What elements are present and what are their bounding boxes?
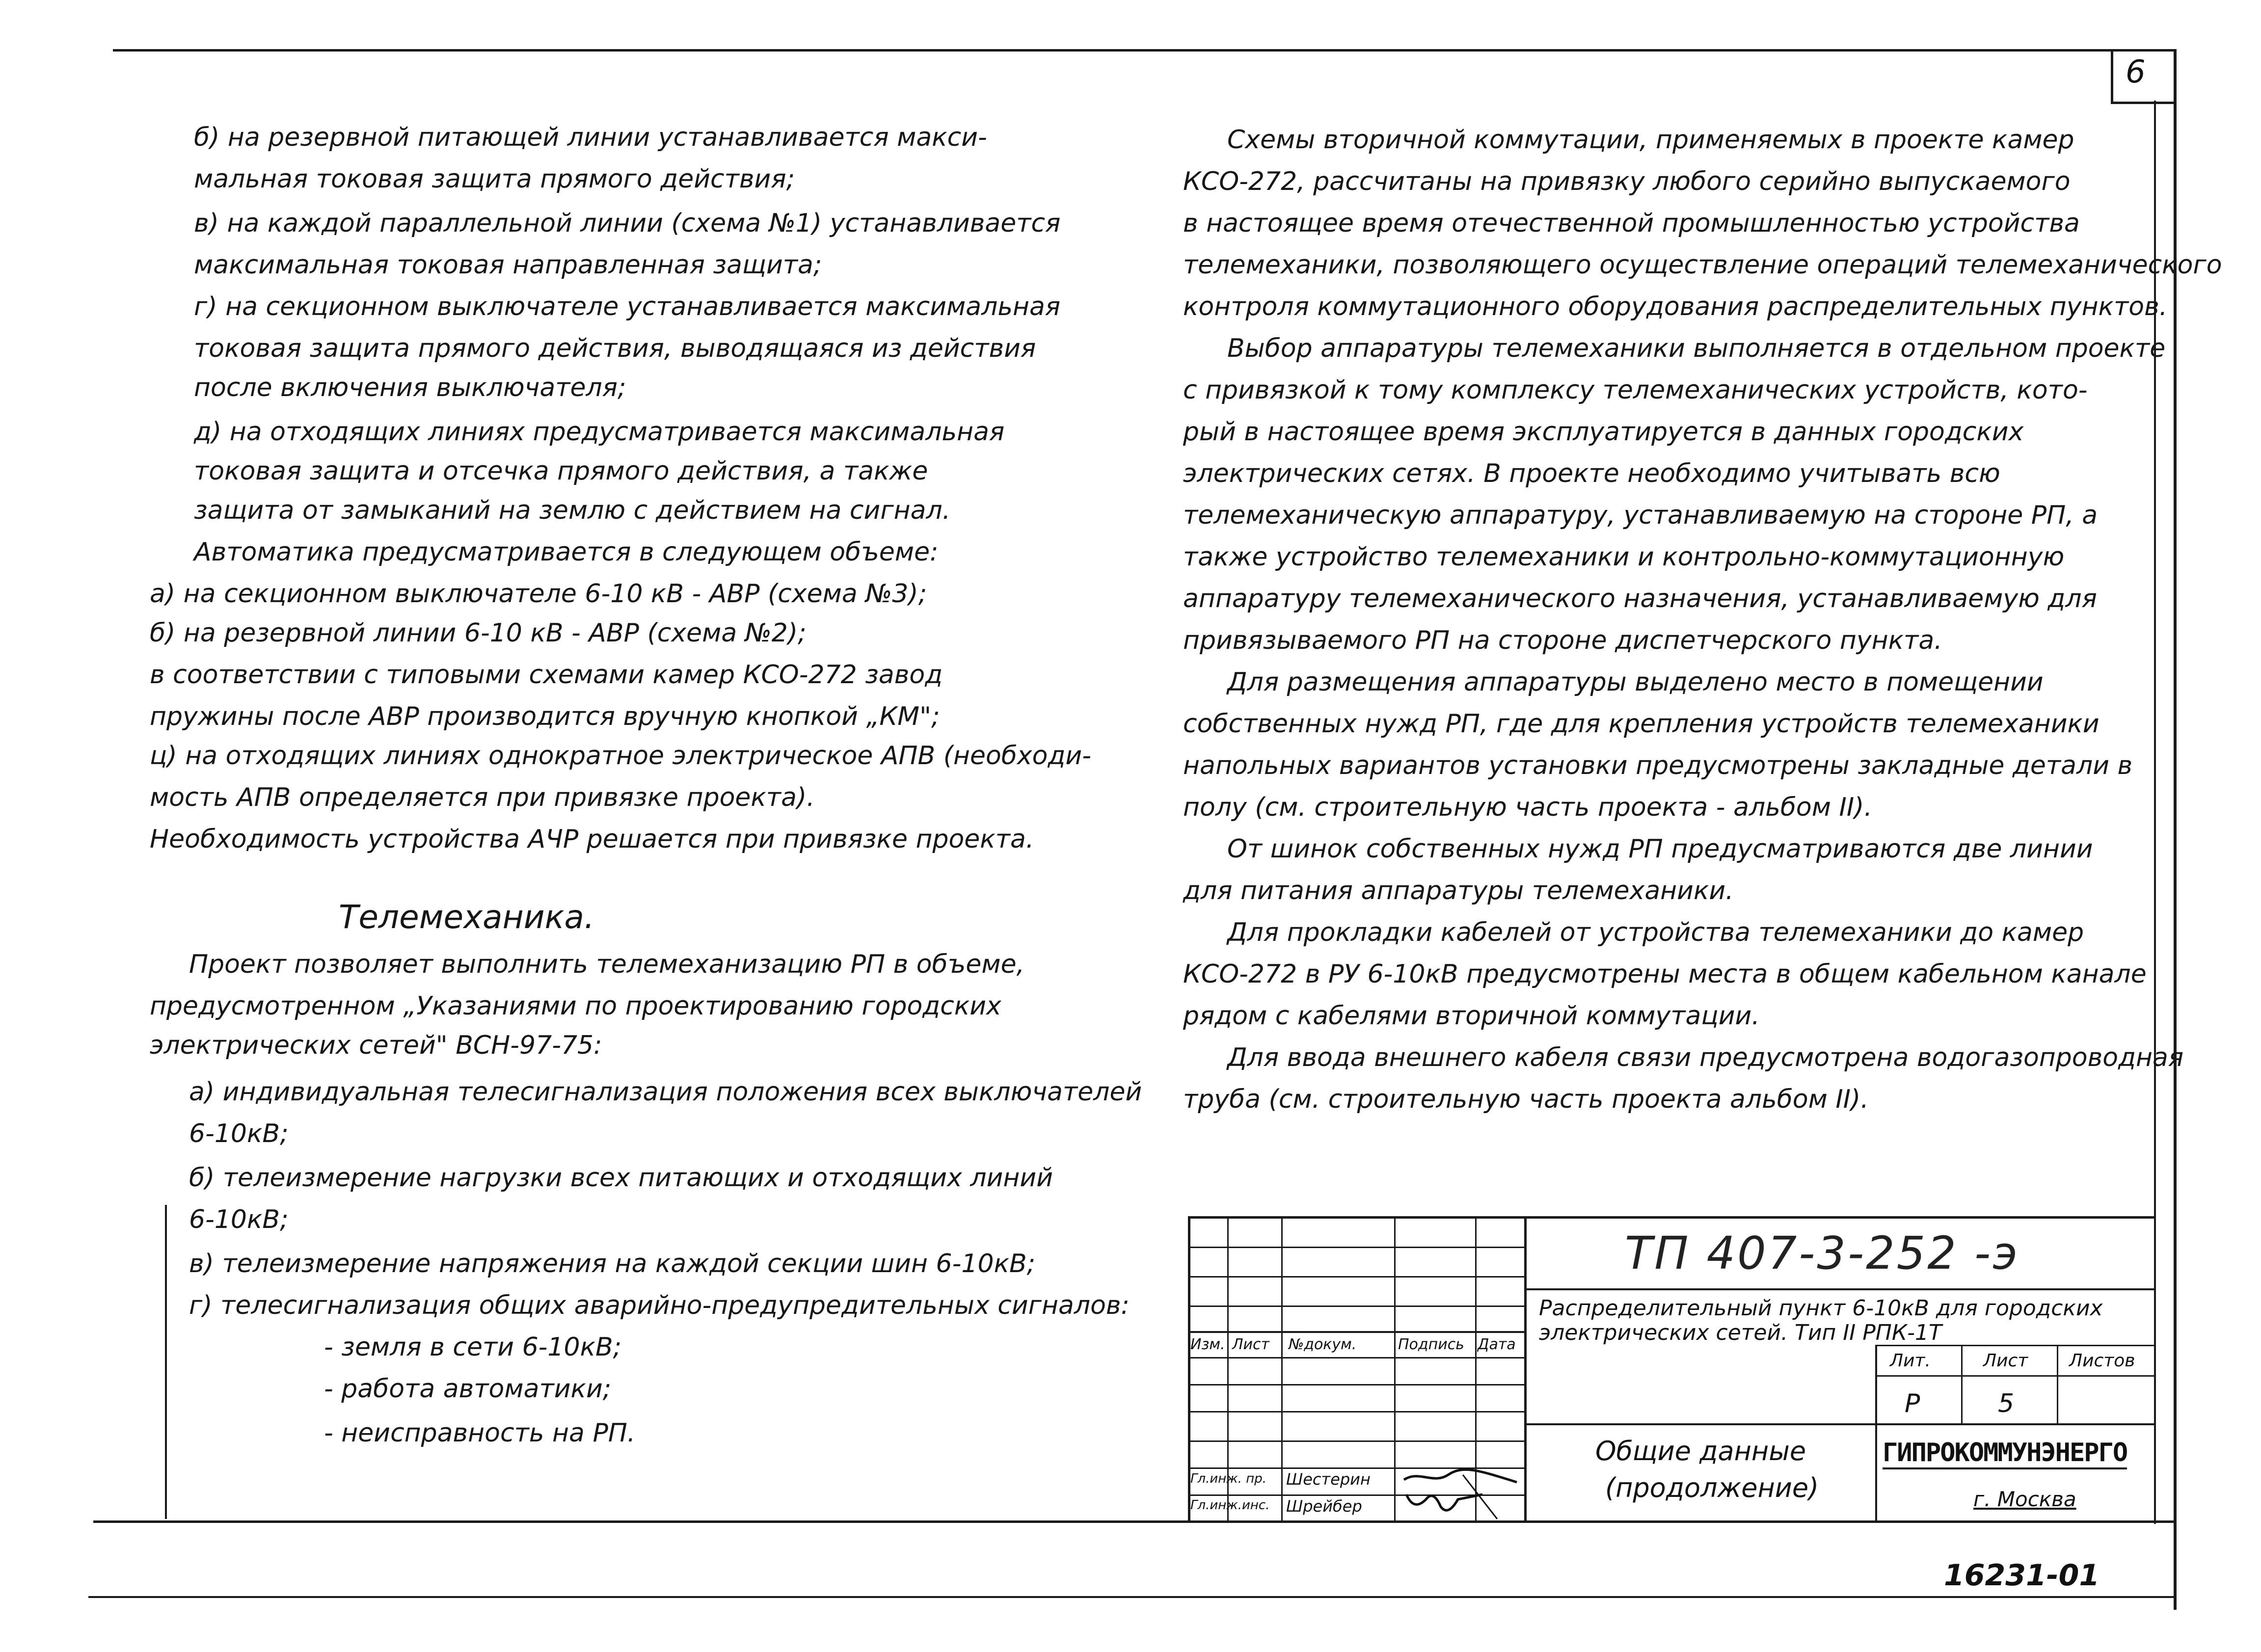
stamp-r-h4 — [1875, 1375, 2156, 1377]
frame-left-short-line — [165, 1205, 167, 1519]
right-line: контроля коммутационного оборудования распределительных пунктов. — [1183, 292, 2168, 321]
right-line: также устройство телемеханики и контрольно-коммутационную — [1183, 542, 2065, 572]
left-line: пружины после АВР производится вручную кнопкой „КМ"; — [150, 702, 940, 731]
right-line: аппаратуру телемеханического назначения, устанавливаемую для — [1183, 584, 2097, 613]
col-header-sheet: Лист — [1232, 1336, 1270, 1353]
stamp-h6 — [1188, 1384, 1526, 1386]
left-line: б) на резервной линии 6-10 кВ - АВР (схема №2); — [150, 618, 807, 648]
sheet-name-line-2: (продолжение) — [1605, 1472, 1819, 1503]
stamp-r-h1 — [1526, 1288, 2156, 1290]
right-line: напольных вариантов установки предусмотрены закладные детали в — [1183, 751, 2133, 780]
tele-line: г) телесигнализация общих аварийно-предупредительных сигналов: — [189, 1291, 1130, 1320]
tele-line: - неисправность на РП. — [324, 1418, 636, 1448]
tele-line: Проект позволяет выполнить телемеханизацию РП в объеме, — [189, 950, 1025, 979]
tele-line: 6-10кВ; — [189, 1205, 289, 1234]
left-line: д) на отходящих линиях предусматривается максимальная — [194, 417, 1005, 447]
left-line: максимальная токовая направленная защита; — [194, 250, 822, 280]
right-line: КСО-272, рассчитаны на привязку любого серийно выпускаемого — [1183, 167, 2071, 196]
tele-line: предусмотренном „Указаниями по проектированию городских — [150, 991, 1001, 1021]
stamp-h2 — [1188, 1276, 1526, 1278]
stamp-h8 — [1188, 1440, 1526, 1442]
right-line: Схемы вторичной коммутации, применяемых в проекте камер — [1227, 125, 2074, 155]
tele-line: 6-10кВ; — [189, 1119, 289, 1148]
stamp-h3 — [1188, 1306, 1526, 1307]
stamp-h5 — [1188, 1357, 1526, 1359]
stamp-top — [1188, 1216, 2156, 1219]
role-chief-engineer-project: Гл.инж. пр. — [1190, 1471, 1266, 1486]
name-signer-1: Шестерин — [1286, 1470, 1371, 1489]
right-line: полу (см. строительную часть проекта - альбом II). — [1183, 793, 1872, 822]
archive-number: 16231-01 — [1944, 1558, 2100, 1593]
left-line: г) на секционном выключателе устанавливается максимальная — [194, 292, 1061, 321]
stamp-r-h3 — [1526, 1423, 2156, 1425]
right-line: с привязкой к тому комплексу телемеханических устройств, кото- — [1183, 375, 2088, 405]
left-line: а) на секционном выключателе 6-10 кВ - АВР (схема №3); — [150, 579, 927, 609]
project-title-line-2: электрических сетей. Тип II РПК-1Т — [1539, 1320, 1942, 1345]
right-line: труба (см. строительную часть проекта альбом II). — [1183, 1085, 1869, 1114]
tele-line: в) телеизмерение напряжения на каждой секции шин 6-10кВ; — [189, 1249, 1036, 1279]
stamp-h4 — [1188, 1331, 1526, 1333]
col-header-signature: Подпись — [1398, 1336, 1464, 1353]
right-line: КСО-272 в РУ 6-10кВ предусмотрены места в общем кабельном канале — [1183, 959, 2147, 989]
right-line: Выбор аппаратуры телемеханики выполняется в отдельном проекте — [1227, 334, 2166, 363]
frame-top-line-2 — [2111, 102, 2175, 104]
tele-line: - работа автоматики; — [324, 1374, 612, 1404]
stamp-h7 — [1188, 1411, 1526, 1412]
left-line: защита от замыканий на землю с действием на сигнал. — [194, 496, 951, 525]
sheet-value: 5 — [1998, 1389, 2015, 1418]
frame-top-line — [113, 49, 2175, 52]
name-signer-2: Шрейбер — [1286, 1497, 1362, 1516]
col-header-doc: №докум. — [1289, 1336, 1357, 1353]
section-heading: Телемеханика. — [339, 898, 594, 936]
frame-sheet-box-left — [2111, 49, 2113, 103]
stamp-v2 — [1281, 1216, 1283, 1520]
organization-city: г. Москва — [1973, 1487, 2076, 1511]
sheet-name-line-1: Общие данные — [1595, 1436, 1806, 1466]
right-line: Для прокладки кабелей от устройства телемеханики до камер — [1227, 918, 2084, 947]
col-header-date: Дата — [1478, 1336, 1516, 1353]
sheet-number: 6 — [2126, 54, 2146, 90]
col-header-change: Изм. — [1190, 1336, 1225, 1353]
stage-value: Р — [1905, 1389, 1920, 1418]
right-line: для питания аппаратуры телемеханики. — [1183, 876, 1734, 906]
right-line: электрических сетях. В проекте необходимо учитывать всю — [1183, 459, 2000, 488]
left-line: в) на каждой параллельной линии (схема №1) устанавливается — [194, 209, 1061, 238]
left-line: токовая защита и отсечка прямого действия, а также — [194, 456, 928, 486]
left-line: после включения выключателя; — [194, 373, 626, 402]
left-line: Автоматика предусматривается в следующем объеме: — [194, 537, 939, 567]
project-title-line-1: Распределительный пункт 6-10кВ для городских — [1539, 1296, 2103, 1321]
tele-line: б) телеизмерение нагрузки всех питающих и отходящих линий — [189, 1163, 1053, 1193]
lower-dashed-line — [88, 1596, 2175, 1598]
stamp-h1 — [1188, 1247, 1526, 1248]
right-line: телемеханическую аппаратуру, устанавливаемую на стороне РП, а — [1183, 501, 2098, 530]
signature-marks — [1399, 1465, 1527, 1524]
tele-line: а) индивидуальная телесигнализация положения всех выключателей — [189, 1077, 1142, 1107]
right-line: в настоящее время отечественной промышленностью устройства — [1183, 209, 2080, 238]
left-line: Необходимость устройства АЧР решается при привязке проекта. — [150, 825, 1034, 854]
right-line: От шинок собственных нужд РП предусматриваются две линии — [1227, 834, 2093, 864]
right-line: Для ввода внешнего кабеля связи предусмотрена водогазопроводная — [1227, 1043, 2184, 1072]
right-line: собственных нужд РП, где для крепления устройств телемеханики — [1183, 709, 2100, 739]
stage-header-sheet: Лист — [1983, 1351, 2028, 1371]
organization-logo: ГИПРОКОММУНЭНЕРГО — [1883, 1438, 2127, 1469]
stage-header-sheets: Листов — [2069, 1351, 2135, 1371]
tele-line: - земля в сети 6-10кВ; — [324, 1332, 622, 1362]
stage-header-lit: Лит. — [1890, 1351, 1931, 1371]
frame-bottom-line — [93, 1520, 2175, 1523]
right-line: рядом с кабелями вторичной коммутации. — [1183, 1001, 1760, 1031]
stamp-r-v1 — [1875, 1345, 1877, 1520]
left-line: токовая защита прямого действия, выводящаяся из действия — [194, 334, 1036, 363]
left-line: мость АПВ определяется при привязке проекта). — [150, 783, 815, 812]
tele-line: электрических сетей" ВСН-97-75: — [150, 1031, 602, 1060]
stamp-r-v2 — [1961, 1345, 1963, 1424]
right-line: Для размещения аппаратуры выделено место в помещении — [1227, 667, 2044, 697]
left-line: ц) на отходящих линиях однократное электрическое АПВ (необходи- — [150, 741, 1091, 771]
right-line: привязываемого РП на стороне диспетчерского пункта. — [1183, 626, 1942, 655]
stamp-r-v3 — [2057, 1345, 2058, 1424]
left-line: б) на резервной питающей линии устанавливается макси- — [194, 123, 987, 152]
document-number: ТП 407-3-252 -э — [1625, 1227, 2019, 1279]
right-line: рый в настоящее время эксплуатируется в данных городских — [1183, 417, 2024, 447]
left-line: мальная токовая защита прямого действия; — [194, 164, 795, 194]
frame-right-line — [2174, 49, 2177, 1610]
right-line: телемеханики, позволяющего осуществление операций телемеханического — [1183, 250, 2222, 280]
role-chief-engineer-insp: Гл.инж.инс. — [1190, 1498, 1270, 1513]
stamp-v3 — [1394, 1216, 1396, 1520]
left-line: в соответствии с типовыми схемами камер КСО-272 завод — [150, 660, 943, 690]
